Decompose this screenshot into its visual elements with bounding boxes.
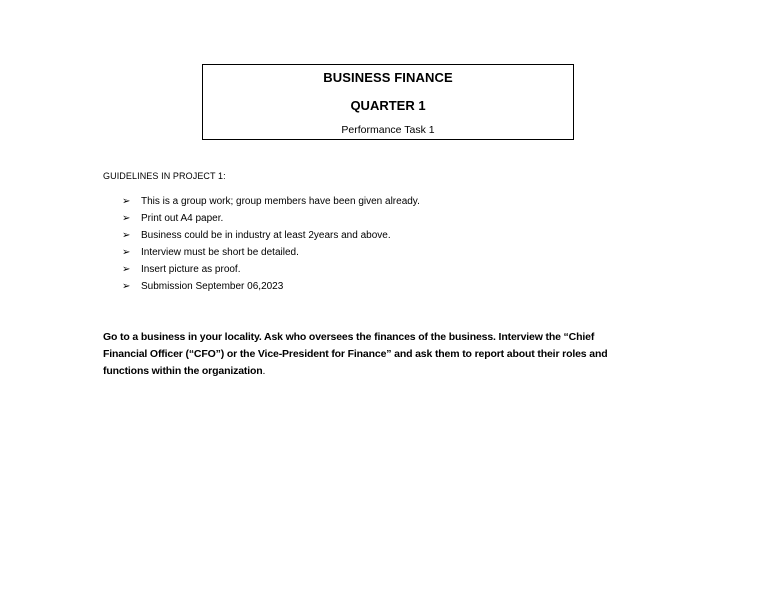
arrowhead-bullet-icon: ➢ — [122, 281, 131, 292]
task-title: Performance Task 1 — [341, 124, 435, 136]
list-item-text: Business could be in industry at least 2years and above. — [141, 230, 391, 241]
list-item — [122, 210, 420, 227]
quarter-title: QUARTER 1 — [350, 98, 426, 113]
guidelines-list — [122, 193, 420, 295]
list-item — [122, 261, 420, 278]
arrowhead-bullet-icon: ➢ — [122, 247, 131, 258]
list-item-text: This is a group work; group members have been given already. — [141, 196, 420, 207]
list-item-text: Print out A4 paper. — [141, 213, 224, 224]
arrowhead-bullet-icon: ➢ — [122, 196, 131, 207]
arrowhead-bullet-icon: ➢ — [122, 230, 131, 241]
instruction-text: Go to a business in your locality. Ask who oversees the finances of the business. Interview the “Chief Financial Officer (“CFO”) or the Vice-President for Finance” and ask them to report about their roles and functions within the organization — [103, 330, 608, 377]
list-item — [122, 244, 420, 261]
instruction-paragraph — [103, 329, 633, 380]
list-item — [122, 278, 420, 295]
guidelines-heading: GUIDELINES IN PROJECT 1: — [103, 171, 226, 181]
list-item-text: Insert picture as proof. — [141, 264, 241, 275]
subject-title: BUSINESS FINANCE — [323, 70, 453, 85]
arrowhead-bullet-icon: ➢ — [122, 264, 131, 275]
list-item-text: Interview must be short be detailed. — [141, 247, 299, 258]
instruction-tail: . — [262, 364, 266, 377]
list-item — [122, 193, 420, 210]
list-item — [122, 227, 420, 244]
list-item-text: Submission September 06,2023 — [141, 281, 284, 292]
title-box — [202, 64, 574, 140]
arrowhead-bullet-icon: ➢ — [122, 213, 131, 224]
